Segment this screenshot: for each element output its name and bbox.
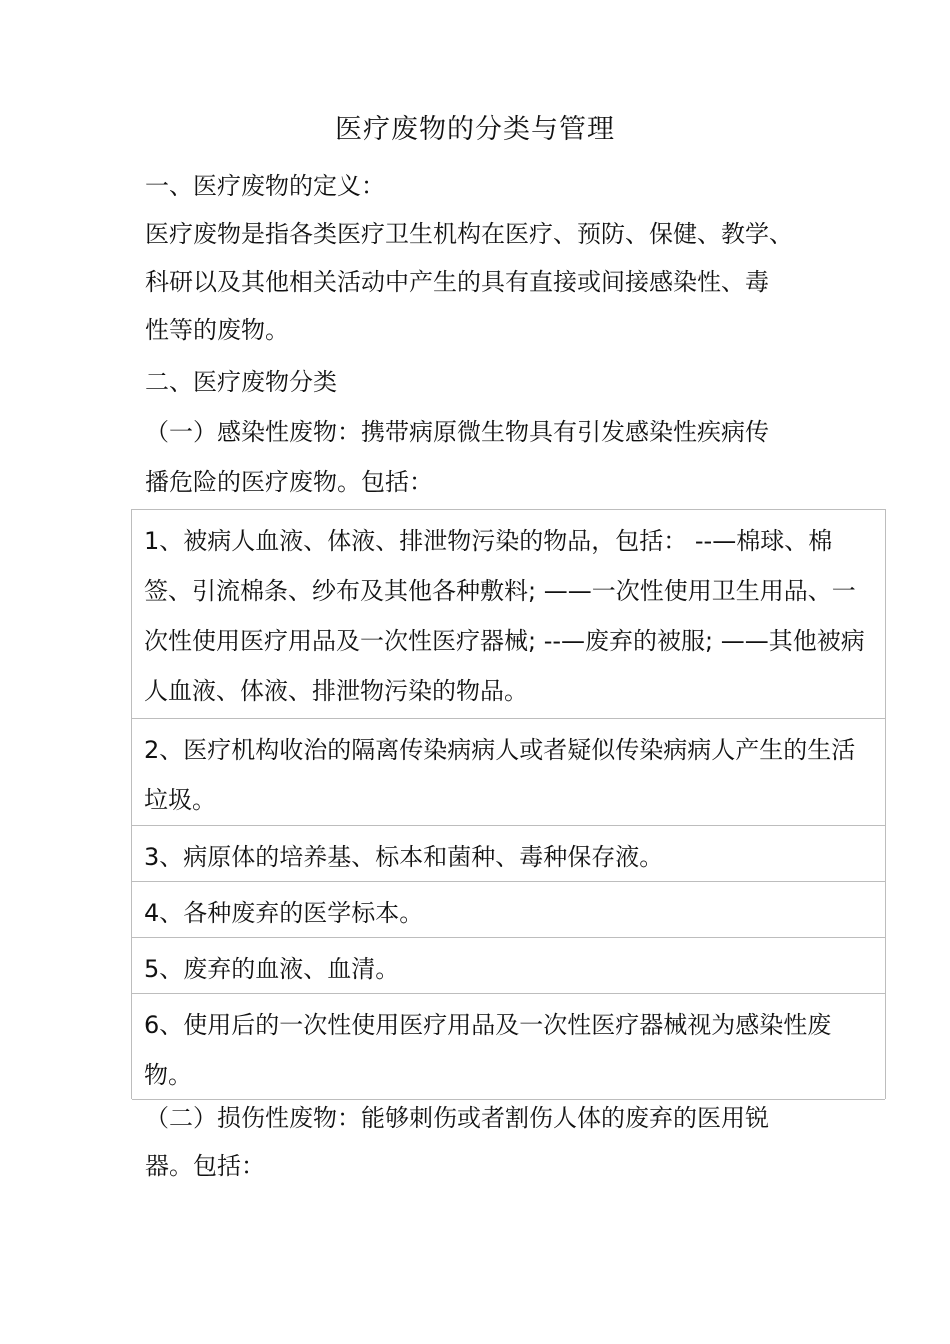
table-row-text: 4、各种废弃的医学标本。	[144, 899, 424, 927]
section-heading-classification: 二、医疗废物分类	[145, 368, 337, 396]
definition-line-1: 医疗废物是指各类医疗卫生机构在医疗、预防、保健、教学、	[145, 220, 793, 248]
table-row-text: 3、病原体的培养基、标本和菌种、毒种保存液。	[144, 843, 664, 871]
section-heading-definition: 一、医疗废物的定义：	[145, 172, 385, 200]
category2-line-1: （二）损伤性废物：能够刺伤或者割伤人体的废弃的医用锐	[145, 1104, 769, 1132]
table-row	[132, 826, 885, 882]
table-row-text: 6、使用后的一次性使用医疗用品及一次性医疗器械视为感染性废物。	[144, 1011, 832, 1089]
table-row	[132, 510, 885, 719]
category2-line-2: 器。包括：	[145, 1152, 265, 1180]
category1-line-1: （一）感染性废物：携带病原微生物具有引发感染性疾病传	[145, 418, 769, 446]
table-row	[132, 994, 885, 1100]
table-row-text: 2、医疗机构收治的隔离传染病病人或者疑似传染病病人产生的生活垃圾。	[144, 736, 856, 814]
table-row	[132, 719, 885, 826]
document-title: 医疗废物的分类与管理	[335, 114, 615, 145]
definition-line-3: 性等的废物。	[145, 316, 289, 344]
table-row-text: 1、被病人血液、体液、排泄物污染的物品，包括： --—棉球、棉签、引流棉条、纱布及其他各种敷料; ——一次性使用卫生用品、一次性使用医疗用品及一次性医疗器械; --—废弃的被服; ——其他被病人血液、体液、排泄物污染的物品。	[144, 527, 865, 705]
table-row	[132, 882, 885, 938]
category1-line-2: 播危险的医疗废物。包括：	[145, 468, 433, 496]
table-row	[132, 938, 885, 994]
table-row-text: 5、废弃的血液、血清。	[144, 955, 400, 983]
infectious-waste-table	[131, 509, 886, 1099]
definition-line-2: 科研以及其他相关活动中产生的具有直接或间接感染性、毒	[145, 268, 769, 296]
